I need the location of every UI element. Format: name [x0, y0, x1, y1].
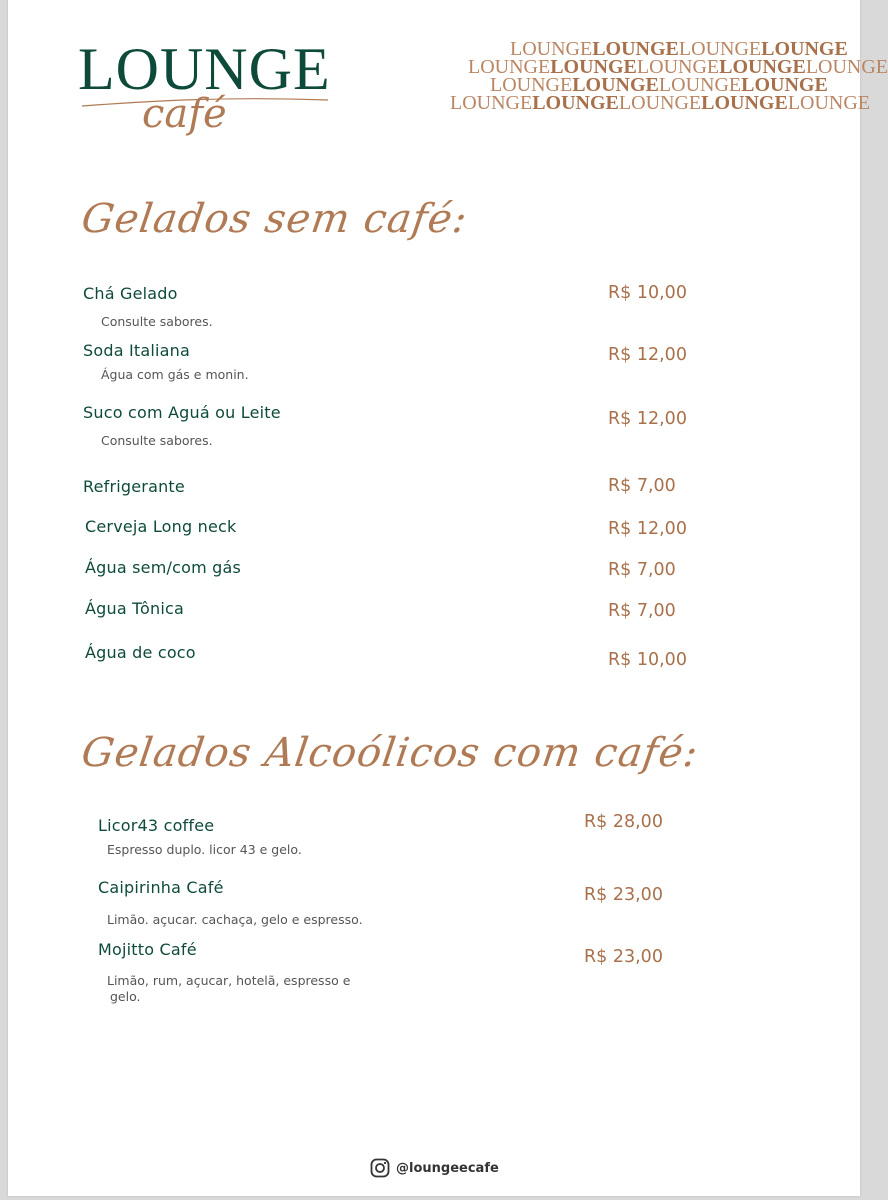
- item-name: Chá Gelado: [83, 284, 178, 303]
- logo-title: LOUNGE: [78, 36, 331, 102]
- item-description: Água com gás e monin.: [101, 367, 249, 382]
- item-price: R$ 28,00: [584, 812, 663, 832]
- section-title-gelados-sem-cafe: Gelados sem café:: [78, 196, 471, 242]
- item-price: R$ 10,00: [608, 650, 687, 670]
- item-description: Espresso duplo. licor 43 e gelo.: [107, 842, 302, 857]
- footer-instagram[interactable]: [370, 1156, 499, 1180]
- item-description: Limão. açucar. cachaça, gelo e espresso.: [107, 912, 363, 927]
- item-name: Cerveja Long neck: [85, 517, 237, 536]
- item-price: R$ 23,00: [584, 885, 663, 905]
- instagram-icon: [370, 1158, 390, 1178]
- item-description: Consulte sabores.: [101, 433, 213, 448]
- item-description: Limão, rum, açucar, hotelã, espresso e: [107, 973, 351, 988]
- item-price: R$ 12,00: [608, 409, 687, 429]
- instagram-handle[interactable]: @loungeecafe: [396, 1160, 499, 1176]
- item-price: R$ 12,00: [608, 345, 687, 365]
- item-name: Água Tônica: [85, 599, 184, 618]
- item-price: R$ 7,00: [608, 560, 676, 580]
- item-description-continued: gelo.: [110, 989, 141, 1004]
- lounge-pattern: LOUNGELOUNGELOUNGELOUNGE LOUNGELOUNGELOUNGELOUNGELOUNGE LOUNGELOUNGELOUNGELOUNGE LOUNGELOUNGELOUNGELOUNGELOUNGE: [450, 38, 888, 114]
- item-price: R$ 7,00: [608, 476, 676, 496]
- item-price: R$ 7,00: [608, 601, 676, 621]
- logo-subtitle: café: [142, 91, 227, 137]
- item-name: Suco com Aguá ou Leite: [83, 403, 281, 422]
- item-name: Refrigerante: [83, 477, 185, 496]
- item-description: Consulte sabores.: [101, 314, 213, 329]
- item-name: Água de coco: [85, 643, 196, 662]
- item-price: R$ 10,00: [608, 283, 687, 303]
- logo: [78, 38, 338, 148]
- item-price: R$ 12,00: [608, 519, 687, 539]
- section-title-gelados-alcoolicos: Gelados Alcoólicos com café:: [78, 730, 702, 776]
- item-name: Soda Italiana: [83, 341, 191, 360]
- menu-page: [8, 0, 888, 1196]
- item-name: Água sem/com gás: [85, 558, 242, 577]
- item-name: Caipirinha Café: [98, 878, 224, 897]
- item-name: Licor43 coffee: [98, 816, 215, 835]
- item-price: R$ 23,00: [584, 947, 663, 967]
- item-name: Mojitto Café: [98, 940, 197, 959]
